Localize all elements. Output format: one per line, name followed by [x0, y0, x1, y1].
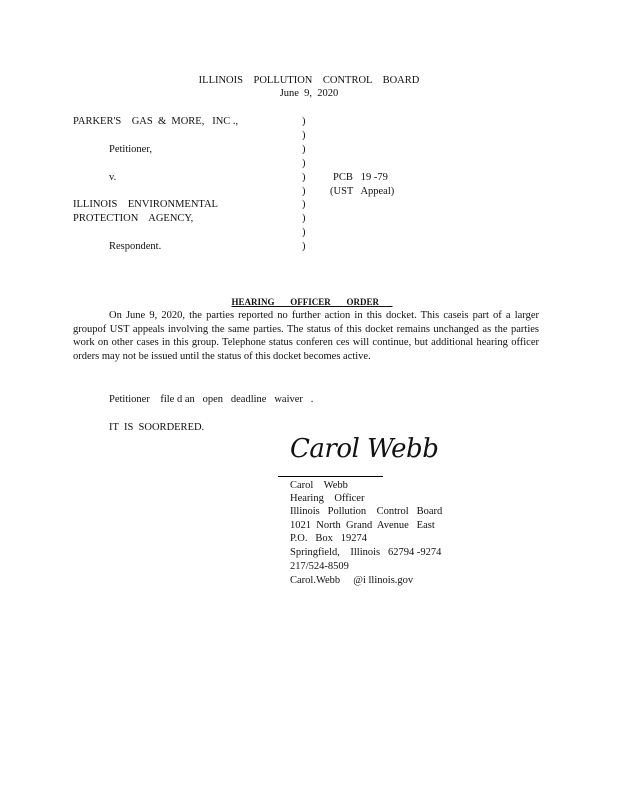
respondent-name-line2: PROTECTION AGENCY,	[73, 213, 194, 224]
signer-city: Springfield, Illinois 62794 -9274	[290, 547, 442, 558]
order-paragraph-1: On June 9, 2020, the parties reported no further action in this docket. This caseis part of a larger groupof UST appeals involving the same parties. The status of this docket remains unchanged as the parties work on other cases in this group. Telephone status conferen ces will continue, but additional hearing officer orders may not be issued until the status of this docket becomes active.	[73, 310, 539, 363]
signer-pobox: P.O. Box 19274	[290, 533, 368, 544]
caption-bracket: )	[302, 116, 306, 127]
case-type: (UST Appeal)	[330, 186, 395, 197]
case-number: PCB 19 -79	[333, 172, 388, 183]
signature-line	[278, 476, 383, 477]
respondent-role: Respondent.	[109, 241, 162, 252]
caption-bracket: )	[302, 130, 306, 141]
petitioner-name: PARKER'S GAS & MORE, INC .,	[73, 116, 239, 127]
signer-email: Carol.Webb @i llinois.gov	[290, 575, 414, 586]
caption-bracket: )	[302, 144, 306, 155]
petitioner-role: Petitioner,	[109, 144, 153, 155]
signer-phone: 217/524-8509	[290, 561, 349, 572]
document-date: June 9, 2020	[279, 88, 339, 99]
respondent-name-line1: ILLINOIS ENVIRONMENTAL	[73, 199, 218, 210]
caption-bracket: )	[302, 213, 306, 224]
caption-bracket: )	[302, 227, 306, 238]
signer-organization: Illinois Pollution Control Board	[290, 506, 443, 517]
versus: v.	[109, 172, 117, 183]
agency-heading: ILLINOIS POLLUTION CONTROL BOARD	[198, 75, 420, 86]
signer-title: Hearing Officer	[290, 493, 365, 504]
signer-name: Carol Webb	[290, 480, 348, 491]
caption-bracket: )	[302, 186, 306, 197]
order-paragraph-3: IT IS SOORDERED.	[109, 422, 205, 433]
signer-street: 1021 North Grand Avenue East	[290, 520, 435, 531]
caption-bracket: )	[302, 199, 306, 210]
order-title-text: HEARING OFFICER ORDER	[231, 297, 380, 307]
handwritten-signature: Carol Webb	[290, 434, 439, 464]
order-paragraph-2: Petitioner file d an open deadline waiver .	[109, 394, 314, 405]
caption-bracket: )	[302, 241, 306, 252]
caption-bracket: )	[302, 172, 306, 183]
order-title	[227, 283, 393, 309]
caption-bracket: )	[302, 158, 306, 169]
